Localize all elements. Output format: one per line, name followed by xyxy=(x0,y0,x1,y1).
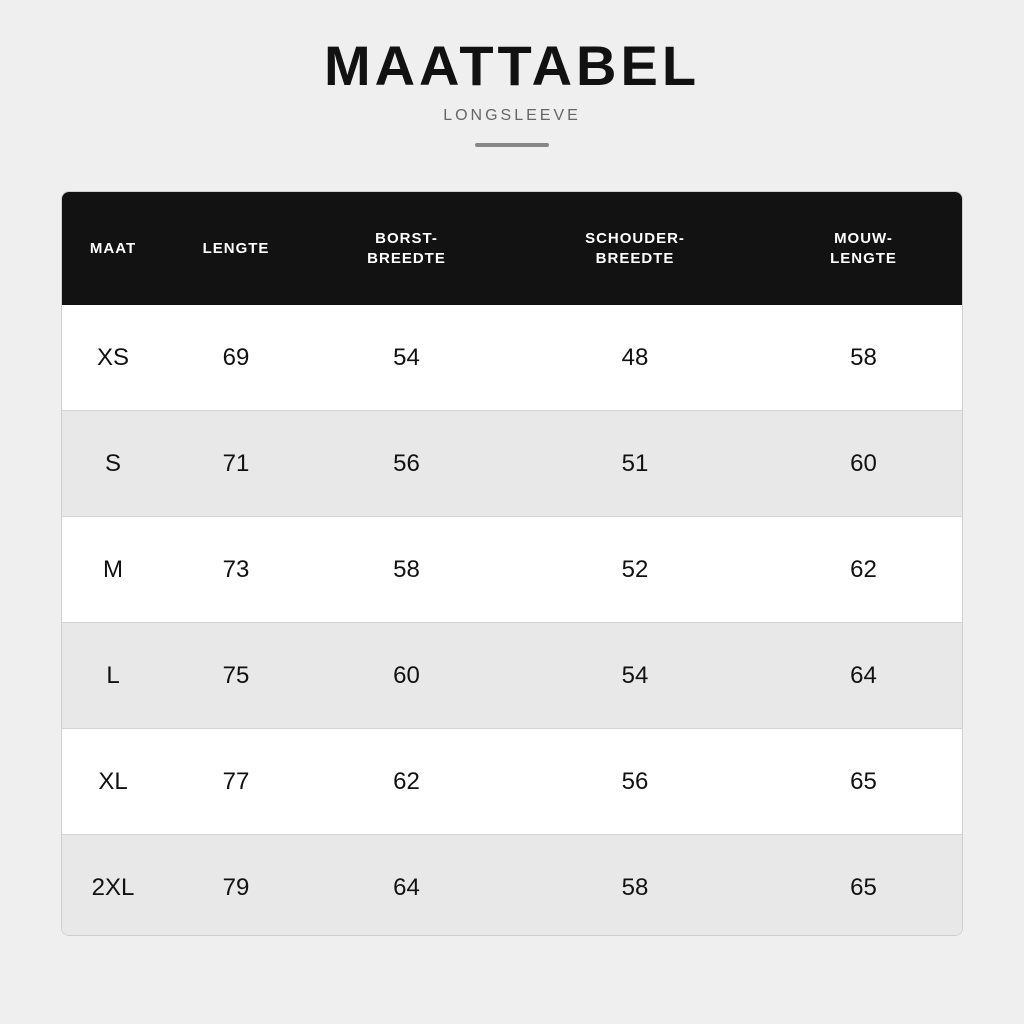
cell-mouwlengte: 60 xyxy=(850,449,877,477)
header-borstbreedte xyxy=(308,192,505,305)
cell-mouwlengte: 65 xyxy=(850,873,877,901)
header-schouderbreedte xyxy=(505,192,765,305)
header-maat xyxy=(62,192,164,305)
cell-schouderbreedte: 58 xyxy=(621,873,649,901)
header-label-line1: BORST- xyxy=(375,229,438,247)
page-subtitle: LONGSLEEVE xyxy=(443,107,581,124)
cell-lengte: 77 xyxy=(222,767,250,795)
table-row xyxy=(62,516,962,622)
header-mouwlengte xyxy=(765,192,962,305)
cell-borstbreedte: 54 xyxy=(393,343,420,371)
cell-maat: L xyxy=(106,661,120,689)
cell-mouwlengte: 62 xyxy=(850,555,877,583)
cell-schouderbreedte: 52 xyxy=(621,555,649,583)
cell-borstbreedte: 58 xyxy=(393,555,420,583)
header-label: MAAT xyxy=(89,239,137,257)
cell-borstbreedte: 56 xyxy=(393,449,420,477)
table-row xyxy=(62,728,962,834)
cell-schouderbreedte: 51 xyxy=(621,449,649,477)
header-label-line2: BREEDTE xyxy=(595,249,675,267)
cell-lengte: 69 xyxy=(222,343,250,371)
cell-maat: S xyxy=(104,449,121,477)
cell-maat: XL xyxy=(98,767,128,795)
cell-schouderbreedte: 54 xyxy=(621,661,649,689)
cell-schouderbreedte: 56 xyxy=(621,767,649,795)
table-row xyxy=(62,834,962,936)
table-row xyxy=(62,305,962,410)
cell-maat: XS xyxy=(96,343,129,371)
cell-mouwlengte: 65 xyxy=(850,767,877,795)
cell-maat: M xyxy=(103,555,123,583)
size-table xyxy=(61,191,963,936)
header-lengte xyxy=(164,192,308,305)
header-label: LENGTE xyxy=(202,239,270,257)
cell-borstbreedte: 64 xyxy=(393,873,420,901)
title-divider xyxy=(475,143,549,147)
cell-maat: 2XL xyxy=(91,873,135,901)
cell-lengte: 75 xyxy=(222,661,250,689)
cell-lengte: 79 xyxy=(222,873,250,901)
header-label-line1: SCHOUDER- xyxy=(585,229,685,247)
table-row xyxy=(62,410,962,516)
table-header xyxy=(62,192,962,305)
table-row xyxy=(62,622,962,728)
cell-lengte: 73 xyxy=(222,555,250,583)
header-label-line2: BREEDTE xyxy=(367,249,446,267)
page-title: MAATTABEL xyxy=(323,34,701,97)
cell-mouwlengte: 58 xyxy=(850,343,877,371)
cell-borstbreedte: 60 xyxy=(393,661,420,689)
cell-borstbreedte: 62 xyxy=(393,767,420,795)
cell-lengte: 71 xyxy=(222,449,250,477)
header-label-line1: MOUW- xyxy=(834,229,893,247)
cell-schouderbreedte: 48 xyxy=(621,343,649,371)
cell-mouwlengte: 64 xyxy=(850,661,877,689)
header-label-line2: LENGTE xyxy=(830,249,897,267)
